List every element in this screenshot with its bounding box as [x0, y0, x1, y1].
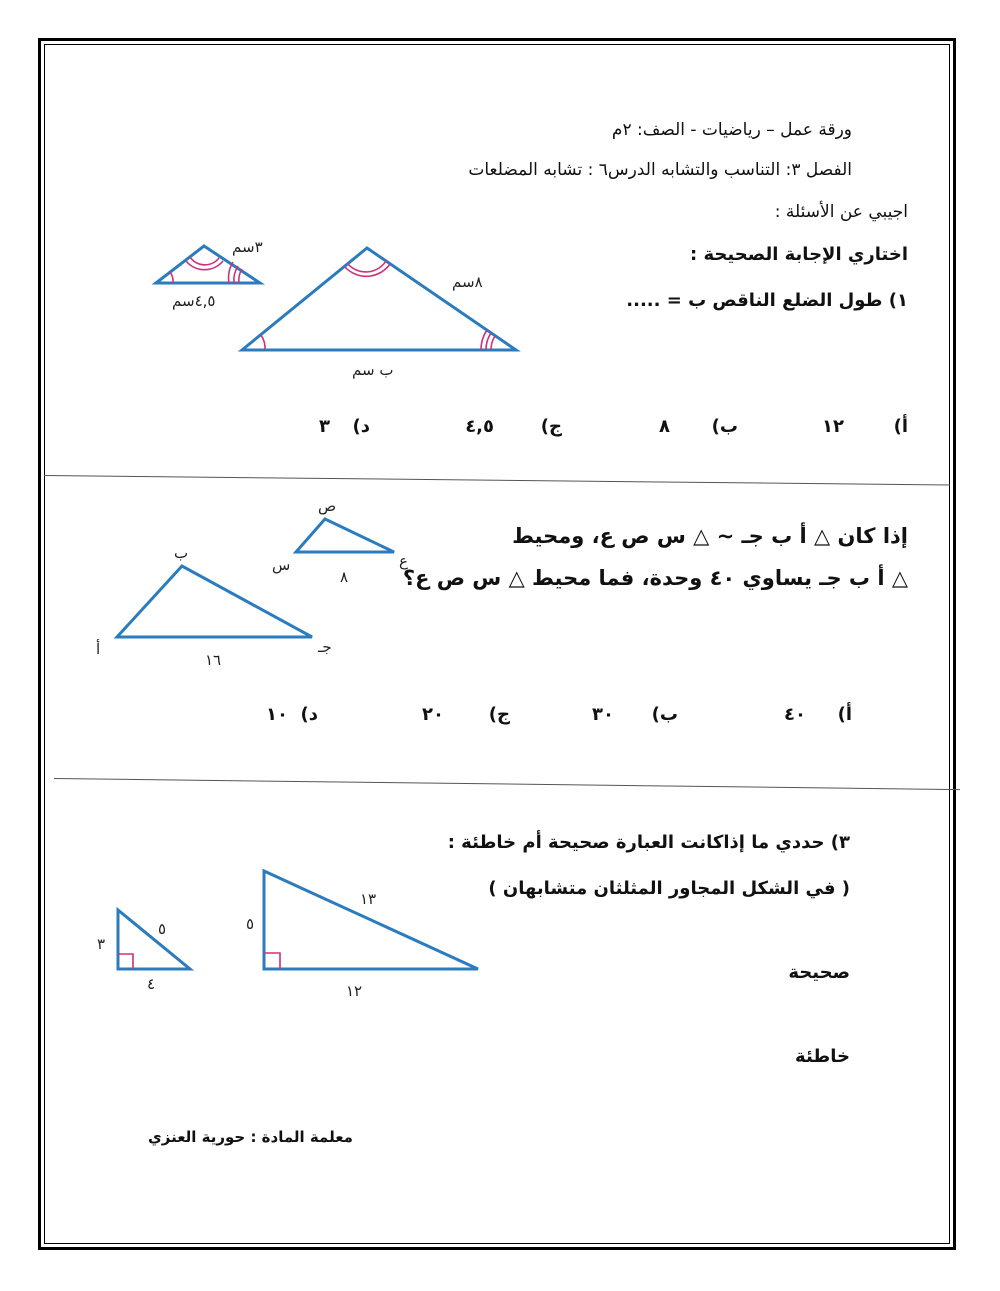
q3-small-horizontal-label: ٤	[147, 975, 156, 993]
q2-small-left-label: س	[272, 556, 291, 574]
q2-line1: إذا كان △ أ ب جـ ∽ △ س ص ع، ومحيط	[512, 524, 908, 548]
q2-small-base-label: ٨	[340, 568, 349, 586]
q2-small-triangle	[296, 519, 394, 552]
instructions: اجيبي عن الأسئلة :	[774, 202, 908, 222]
q1-large-base-label: ب سم	[352, 361, 394, 379]
q2-large-triangle	[117, 566, 312, 637]
q1-option-d-value: ٣	[319, 416, 330, 437]
q1-small-base-label: ٤,٥سم	[172, 292, 216, 310]
q1-large-side-label: ٨سم	[452, 273, 483, 291]
q3-small-vertical-label: ٣	[97, 935, 106, 953]
q2-small-right-label: ع	[399, 552, 408, 570]
q2-option-a-letter[interactable]: أ)	[837, 704, 852, 725]
q3-false-option[interactable]: خاطئة	[795, 1046, 850, 1067]
q2-small-top-label: ص	[318, 497, 337, 515]
q2-option-c-letter[interactable]: ج)	[488, 704, 510, 725]
q1-large-triangle	[242, 248, 516, 350]
q3-small-hyp-label: ٥	[158, 920, 167, 938]
q2-option-c-value: ٢٠	[422, 704, 444, 725]
q2-option-b-letter[interactable]: ب)	[651, 704, 678, 725]
q1-small-side-label: ٣سم	[232, 238, 263, 256]
q2-option-d-letter[interactable]: د)	[300, 704, 318, 725]
q2-large-base-label: ١٦	[205, 651, 222, 669]
q1-option-c-value: ٤,٥	[465, 416, 494, 437]
q2-line2: △ أ ب جـ يساوي ٤٠ وحدة، فما محيط △ س ص ع؟	[402, 566, 908, 590]
q1-option-a-letter[interactable]: أ)	[893, 416, 908, 437]
q2-large-left-label: أ	[96, 640, 101, 658]
q2-option-b-value: ٣٠	[592, 704, 614, 725]
q2-large-top-label: ب	[174, 544, 189, 562]
q3-large-triangle	[264, 871, 478, 969]
q1-question: ١) طول الضلع الناقص ب = .....	[626, 290, 908, 311]
q1-option-a-value: ١٢	[822, 416, 844, 437]
q3-small-triangle	[118, 910, 190, 969]
q3-large-hyp-label: ١٣	[360, 890, 377, 908]
q1-option-d-letter[interactable]: د)	[352, 416, 370, 437]
q2-large-right-label: جـ	[318, 638, 332, 656]
q1-heading: اختاري الإجابة الصحيحة :	[690, 244, 908, 265]
q3-large-vertical-label: ٥	[246, 915, 255, 933]
q1-option-c-letter[interactable]: ج)	[540, 416, 562, 437]
q2-option-a-value: ٤٠	[784, 704, 806, 725]
chapter-line: الفصل ٣: التناسب والتشابه الدرس٦ : تشابه المضلعات	[468, 160, 852, 180]
worksheet-title: ورقة عمل – رياضيات - الصف: ٢م	[611, 120, 852, 140]
q3-true-option[interactable]: صحيحة	[788, 962, 850, 983]
q3-question: ٣) حددي ما إذاكانت العبارة صحيحة أم خاطئة :	[447, 832, 850, 853]
q2-option-d-value: ١٠	[266, 704, 288, 725]
q1-option-b-value: ٨	[659, 416, 670, 437]
q3-statement: ( في الشكل المجاور المثلثان متشابهان )	[488, 878, 850, 899]
q1-option-b-letter[interactable]: ب)	[711, 416, 738, 437]
q3-large-horizontal-label: ١٢	[346, 982, 363, 1000]
teacher-name: معلمة المادة : حورية العنزي	[148, 1128, 353, 1146]
